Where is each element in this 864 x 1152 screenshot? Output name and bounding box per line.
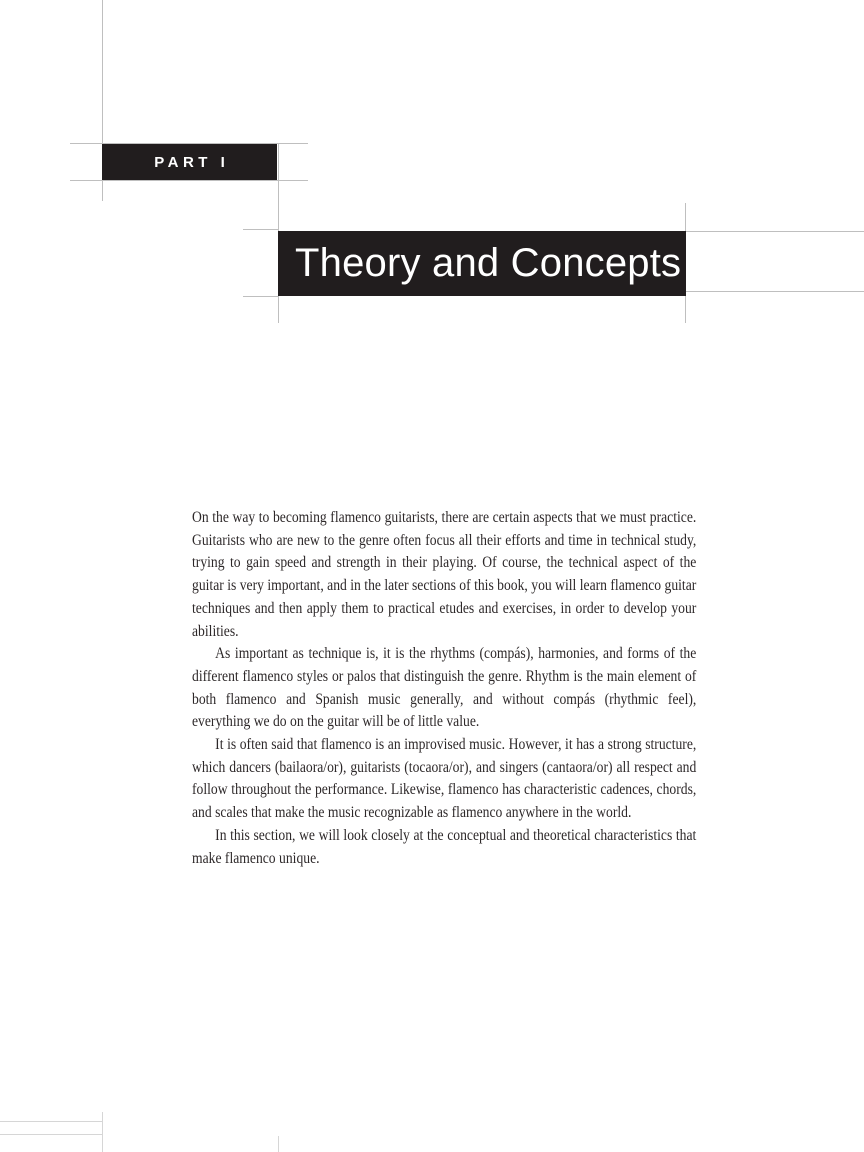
body-text-block (192, 507, 696, 870)
hairline-vertical-bottom-left (102, 1112, 103, 1152)
hairline-title-right-bottom (686, 291, 864, 292)
paragraph-intro: On the way to becoming flamenco guitarists, there are certain aspects that we must practice. Guitarists who are new to the genre often focus all their efforts and time in technical study, trying to gain speed and strength in their playing. Of course, the technical aspect of the guitar is very important, and in the later sections of this book, you will learn flamenco guitar techniques and then apply them to practical etudes and exercises, in order to develop your abilities. (192, 509, 697, 640)
paragraph-section-overview: In this section, we will look closely at the conceptual and theoretical characteristics that make flamenco unique. (192, 826, 697, 867)
chapter-title: Theory and Concepts (295, 241, 682, 285)
paragraph-rhythm: As important as technique is, it is the rhythms (compás), harmonies, and forms of the different flamenco styles or palos that distinguish the genre. Rhythm is the main element of both flamenco and Spanish music generally, and without compás (rhythmic feel), everything we do on the guitar will be of little value. (192, 645, 697, 731)
chapter-title-bar (278, 231, 686, 296)
hairline-vertical-bottom-mid (278, 1136, 279, 1152)
hairline-title-right-top (686, 231, 864, 232)
part-label-box (102, 144, 277, 180)
hairline-bottom-top (0, 1121, 103, 1122)
part-label: PART I (154, 153, 230, 171)
hairline-title-left-top (243, 229, 278, 230)
hairline-title-left-bottom (243, 296, 278, 297)
hairline-part-bottom (70, 180, 308, 181)
hairline-bottom-bottom (0, 1134, 103, 1135)
paragraph-structure: It is often said that flamenco is an improvised music. However, it has a strong structure, which dancers (bailaora/or), guitarists (tocaora/or), and singers (cantaora/or) all respect and follow throughout the performance. Likewise, flamenco has characteristic cadences, chords, and scales that make the music recognizable as flamenco anywhere in the world. (192, 736, 697, 822)
